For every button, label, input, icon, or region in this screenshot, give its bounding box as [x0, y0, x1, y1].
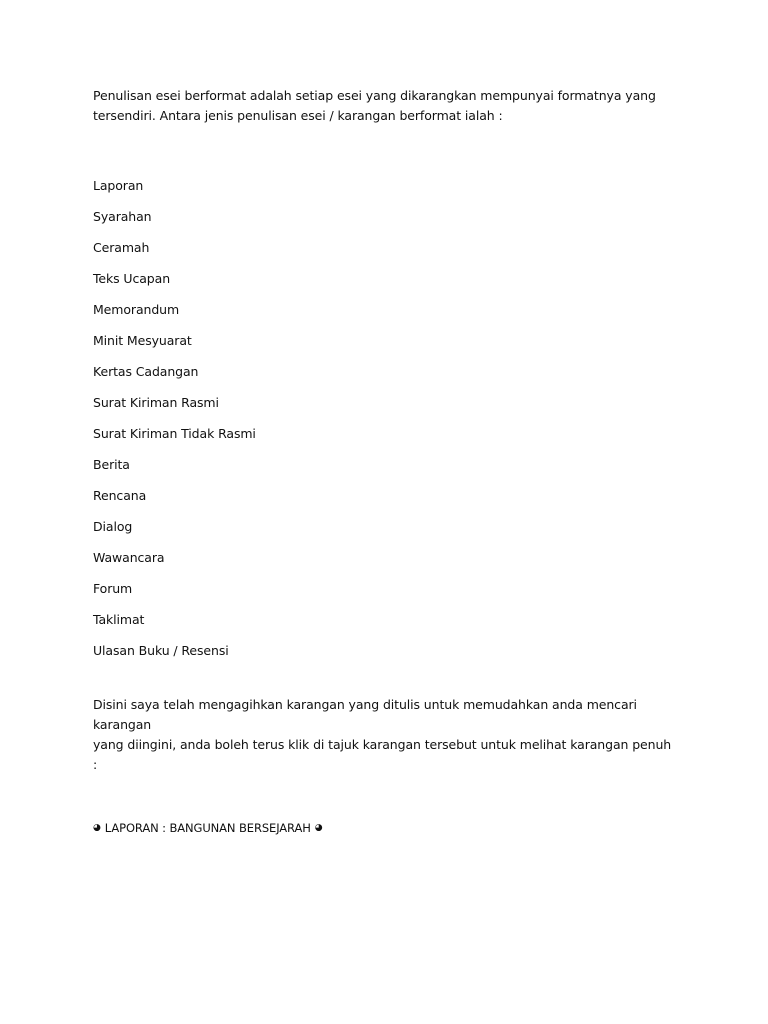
- essay-type-item: Surat Kiriman Tidak Rasmi: [93, 426, 256, 441]
- bullet-icon-left: ◕: [93, 823, 101, 833]
- essay-type-item: Dialog: [93, 519, 133, 534]
- essay-type-item: Teks Ucapan: [93, 271, 171, 286]
- outro-line-2: yang diingini, anda boleh terus klik di tajuk karangan tersebut untuk melihat karangan penuh :: [93, 737, 672, 772]
- outro-paragraph: [93, 695, 673, 775]
- essay-type-item: Wawancara: [93, 550, 165, 565]
- essay-type-item: Surat Kiriman Rasmi: [93, 395, 219, 410]
- essay-type-list: [93, 176, 673, 672]
- essay-type-item: Memorandum: [93, 302, 180, 317]
- essay-type-item: Rencana: [93, 488, 147, 503]
- bullet-icon-right: ◕: [314, 823, 323, 833]
- intro-line-1: Penulisan esei berformat adalah setiap esei yang dikarangkan mempunyai formatnya yang: [93, 88, 656, 103]
- essay-type-item: Laporan: [93, 178, 144, 193]
- document-page: [93, 86, 673, 838]
- essay-type-item: Minit Mesyuarat: [93, 333, 192, 348]
- essay-type-item: Forum: [93, 581, 133, 596]
- essay-type-item: Syarahan: [93, 209, 152, 224]
- intro-line-2: tersendiri. Antara jenis penulisan esei / karangan berformat ialah :: [93, 108, 503, 123]
- essay-type-item: Ulasan Buku / Resensi: [93, 643, 229, 658]
- essay-type-item: Taklimat: [93, 612, 145, 627]
- essay-link-laporan[interactable]: [93, 818, 673, 838]
- essay-type-item: Ceramah: [93, 240, 150, 255]
- essay-link-label[interactable]: LAPORAN : BANGUNAN BERSEJARAH: [104, 821, 311, 835]
- intro-paragraph: [93, 86, 673, 126]
- essay-type-item: Berita: [93, 457, 130, 472]
- essay-type-item: Kertas Cadangan: [93, 364, 199, 379]
- outro-line-1: Disini saya telah mengagihkan karangan yang ditulis untuk memudahkan anda mencari karangan: [93, 697, 637, 732]
